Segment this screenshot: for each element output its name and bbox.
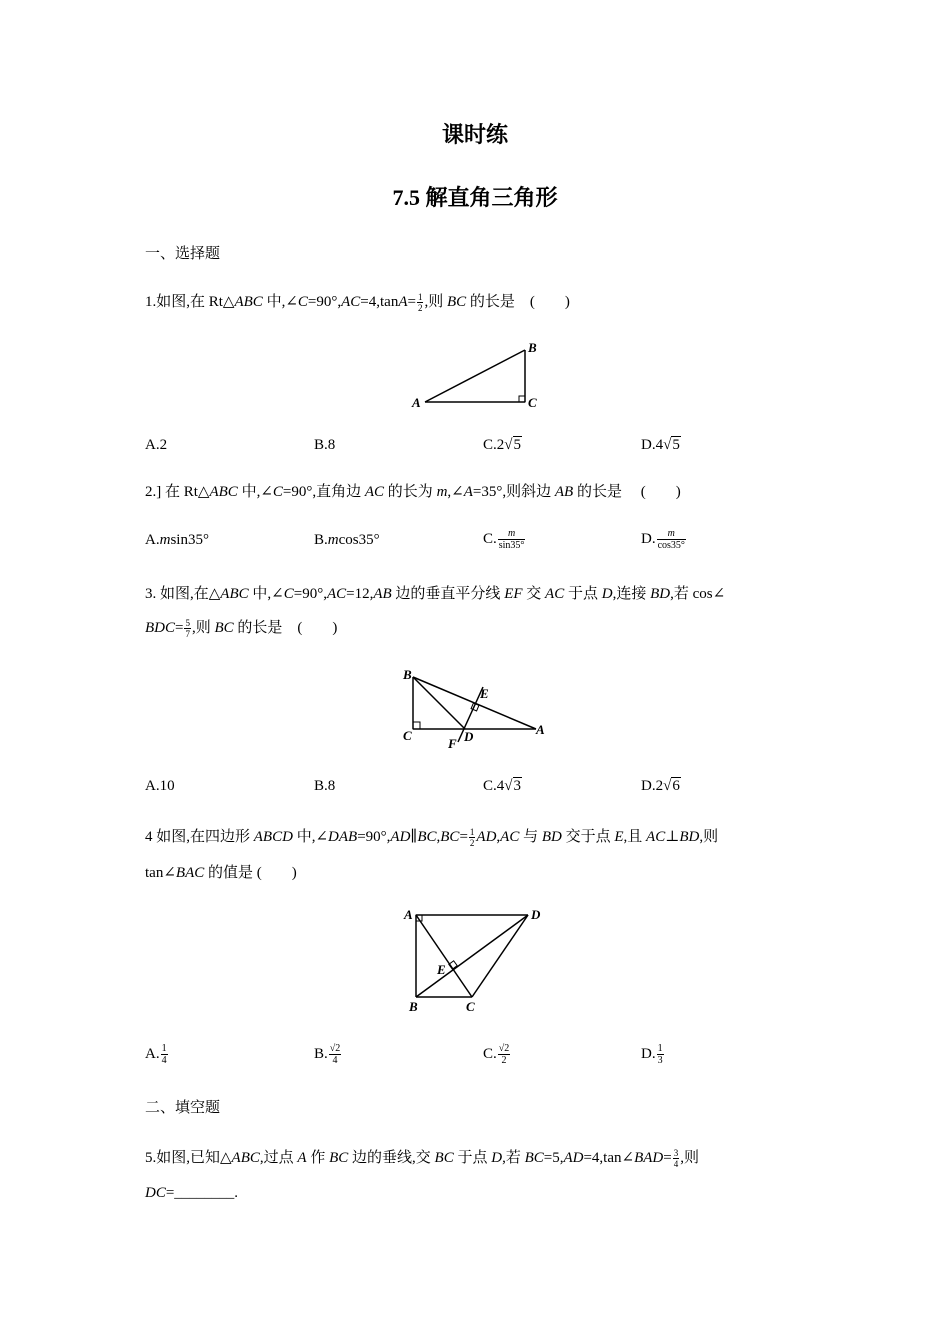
- question-2-text: 2.] 在 Rt△ABC 中,∠C=90°,直角边 AC 的长为 m,∠A=35°,则斜边 AB 的长是 ( ): [145, 484, 681, 500]
- label-d: D: [464, 729, 474, 744]
- label-e: E: [480, 686, 489, 701]
- q4-option-c[interactable]: C. $\frac{√2}{2}$: [483, 1043, 510, 1066]
- label-b: B: [528, 340, 537, 355]
- question-4-figure: [400, 903, 550, 1015]
- q2-option-a[interactable]: A.msin35°: [145, 532, 209, 548]
- question-3-line-2: BDC= $\frac{5}{7}$ ,则 BC 的长是 ( ): [145, 618, 338, 640]
- label-b: B: [409, 999, 418, 1014]
- fraction: $\frac{1}{2}$: [469, 827, 475, 849]
- answer-blank[interactable]: =________.: [165, 1185, 239, 1201]
- label-d: D: [531, 907, 541, 922]
- label-a: A: [412, 395, 421, 410]
- question-5-line-2: DC=________.: [145, 1185, 239, 1201]
- question-3-figure: [398, 664, 553, 754]
- diagonal-ac: [416, 915, 472, 997]
- label-a: A: [404, 907, 413, 922]
- question-4-line-2: tan∠BAC 的值是 ( ): [145, 865, 297, 881]
- label-b: B: [403, 667, 412, 682]
- question-1-figure: [405, 338, 550, 413]
- segment-cd: [472, 915, 528, 997]
- question-1-text: 1.如图,在 Rt△ABC 中,∠C=90°,AC=4,tanA= $\frac{1}{2}$ ,则 BC 的长是 ( ): [145, 292, 570, 314]
- segment-ab: [425, 350, 525, 402]
- q1-option-a[interactable]: A.2: [145, 437, 168, 453]
- q2-option-c[interactable]: C. $\frac{m}{\sin 35^\circ}$: [483, 528, 525, 551]
- segment-bd: [413, 677, 465, 729]
- diagonal-bd: [416, 915, 528, 997]
- label-f: F: [448, 736, 457, 751]
- section-choice-heading: 一、选择题: [145, 246, 221, 262]
- q4-option-b[interactable]: B. $\frac{√2}{4}$: [314, 1043, 341, 1066]
- q3-option-d[interactable]: D.2√6: [641, 778, 680, 794]
- question-4-line-1: 4 如图,在四边形 ABCD 中,∠DAB=90°,AD∥BC,BC= $\frac{1}{2}$ AD,AC 与 BD 交于点 E,且 AC⊥BD,则: [145, 827, 719, 849]
- label-c: C: [403, 728, 412, 743]
- q1-option-c[interactable]: C.2√5: [483, 437, 521, 453]
- q1-option-b[interactable]: B.8: [314, 437, 336, 453]
- q4-option-d[interactable]: D. $\frac{1}{3}$: [641, 1043, 663, 1066]
- section-fill-heading: 二、填空题: [145, 1100, 221, 1116]
- fraction: $\frac{3}{4}$: [673, 1148, 679, 1170]
- q1-option-d[interactable]: D.4√5: [641, 437, 680, 453]
- question-5-line-1: 5.如图,已知△ABC,过点 A 作 BC 边的垂线,交 BC 于点 D,若 BC=5,AD=4,tan∠BAD= $\frac{3}{4}$ ,则: [145, 1148, 699, 1170]
- q3-option-a[interactable]: A.10: [145, 778, 175, 794]
- q3-option-b[interactable]: B.8: [314, 778, 336, 794]
- fraction: $\frac{5}{7}$: [185, 618, 190, 640]
- fraction: $\frac{1}{2}$: [417, 292, 423, 314]
- q2-option-d[interactable]: D. $\frac{m}{\cos 35^\circ}$: [641, 528, 685, 551]
- label-c: C: [466, 999, 475, 1014]
- right-angle-mark-c: [413, 722, 420, 729]
- question-3-line-1: 3. 如图,在△ABC 中,∠C=90°,AC=12,AB 边的垂直平分线 EF 交 AC 于点 D,连接 BD,若 cos∠: [145, 586, 726, 602]
- q2-option-b[interactable]: B.mcos35°: [314, 532, 380, 548]
- page-subtitle: 7.5 解直角三角形: [392, 185, 558, 210]
- right-angle-mark: [519, 396, 525, 402]
- label-e: E: [437, 962, 446, 977]
- label-a: A: [536, 722, 545, 737]
- label-c: C: [528, 395, 537, 410]
- q3-option-c[interactable]: C.4√3: [483, 778, 521, 794]
- page-title: 课时练: [441, 122, 508, 147]
- q4-option-a[interactable]: A. $\frac{1}{4}$: [145, 1043, 167, 1066]
